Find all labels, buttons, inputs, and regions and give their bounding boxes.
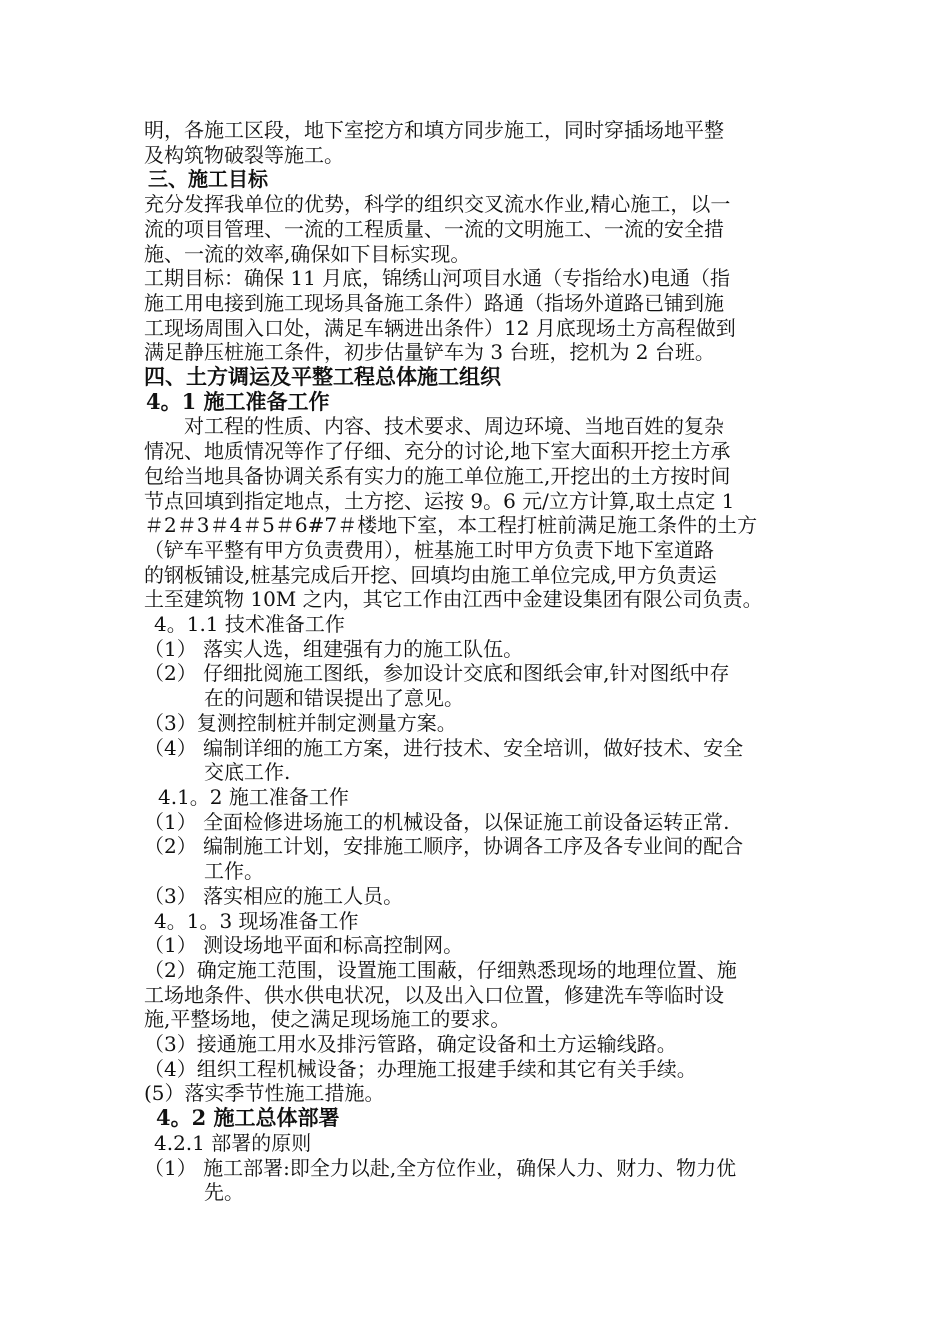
- list-item-continuation: 工作。: [204, 859, 264, 884]
- subsection-4-2-1-list: [144, 1156, 809, 1205]
- intro-paragraph: [144, 118, 809, 167]
- list-item-continuation: 先。: [204, 1180, 244, 1205]
- section-3-paragraph-1: [144, 192, 809, 266]
- list-item: （3）复测控制桩并制定测量方案。: [144, 710, 457, 735]
- list-item: （4） 编制详细的施工方案，进行技术、安全培训，做好技术、安全: [144, 735, 744, 760]
- subsection-4-2-1-heading: 4.2.1 部署的原则: [154, 1130, 312, 1155]
- list-item: （2） 编制施工计划，安排施工顺序，协调各工序及各专业间的配合: [144, 834, 744, 859]
- text-line: 施、一流的效率,确保如下目标实现。: [144, 241, 471, 266]
- subsection-4-1-heading: 4。1 施工准备工作: [146, 388, 330, 414]
- text-line: 及构筑物破裂等施工。: [144, 142, 344, 167]
- subsection-4-1-2-list: [144, 810, 809, 909]
- text-line: 充分发挥我单位的优势，科学的组织交叉流水作业,精心施工，以一: [144, 192, 731, 217]
- text-line: （铲车平整有甲方负责费用），桩基施工时甲方负责下地下室道路: [144, 537, 714, 562]
- text-line: 包给当地具备协调关系有实力的施工单位施工,开挖出的土方按时间: [144, 463, 731, 488]
- list-item: （3）接通施工用水及排污管路，确定设备和土方运输线路。: [144, 1032, 677, 1057]
- text-line: 工期目标：确保 11 月底，锦绣山河项目水通（专指给水)电通（指: [144, 266, 730, 291]
- text-line: 土至建筑物 10M 之内，其它工作由江西中金建设集团有限公司负责。: [144, 587, 763, 612]
- list-item-continuation: 在的问题和错误提出了意见。: [204, 686, 464, 711]
- list-item: （1） 落实人选，组建强有力的施工队伍。: [144, 636, 524, 661]
- subsection-4-1-3-heading: 4。1。3 现场准备工作: [154, 908, 359, 933]
- list-item-continuation: 交底工作.: [204, 760, 291, 785]
- list-item: （2）确定施工范围，设置施工围蔽，仔细熟悉现场的地理位置、施: [144, 957, 737, 982]
- text-line: 明，各施工区段，地下室挖方和填方同步施工，同时穿插场地平整: [144, 118, 724, 142]
- subsection-4-2-heading: 4。2 施工总体部署: [156, 1105, 340, 1131]
- subsection-4-1-2-heading: 4.1。2 施工准备工作: [158, 784, 349, 809]
- text-line: 情况、地质情况等作了仔细、充分的讨论,地下室大面积开挖土方承: [144, 439, 731, 464]
- subsection-4-1-paragraph: [144, 414, 809, 612]
- text-line: 的钢板铺设,桩基完成后开挖、回填均由施工单位完成,甲方负责运: [144, 562, 717, 587]
- section-3-paragraph-2: [144, 266, 809, 365]
- subsection-4-1-1-heading: 4。1.1 技术准备工作: [154, 612, 345, 637]
- subsection-4-1-3-list: [144, 933, 809, 1106]
- text-line: 满足静压桩施工条件，初步估量铲车为 3 台班，挖机为 2 台班。: [144, 340, 715, 365]
- text-line: ＃2＃3＃4＃5＃6#7＃楼地下室，本工程打桩前满足施工条件的土方: [144, 513, 758, 538]
- list-item: （1） 全面检修进场施工的机械设备，以保证施工前设备运转正常.: [144, 809, 730, 834]
- list-item-continuation: 施,平整场地，使之满足现场施工的要求。: [144, 1007, 511, 1032]
- list-item: （2） 仔细批阅施工图纸，参加设计交底和图纸会审,针对图纸中存: [144, 661, 730, 686]
- subsection-4-1-1-list: [144, 637, 809, 785]
- text-line: 节点回填到指定地点，土方挖、运按 9。6 元/立方计算,取土点定 1: [144, 488, 735, 513]
- text-line: 工现场周围入口处，满足车辆进出条件）12 月底现场土方高程做到: [144, 315, 736, 340]
- text-line: 流的项目管理、一流的工程质量、一流的文明施工、一流的安全措: [144, 216, 724, 241]
- text-line: 施工用电接到施工现场具备施工条件）路通（指场外道路已铺到施: [144, 290, 724, 315]
- list-item: （1） 测设场地平面和标高控制网。: [144, 933, 464, 958]
- text-line: 对工程的性质、内容、技术要求、周边环境、当地百姓的复杂: [184, 414, 724, 439]
- list-item: (5）落实季节性施工措施。: [144, 1081, 385, 1106]
- document-page: [144, 118, 809, 1205]
- section-4-heading: 四、土方调运及平整工程总体施工组织: [144, 364, 501, 390]
- list-item-continuation: 工场地条件、供水供电状况，以及出入口位置，修建洗车等临时设: [144, 982, 724, 1007]
- list-item: （3） 落实相应的施工人员。: [144, 883, 404, 908]
- section-3-heading: 三、施工目标: [148, 167, 268, 192]
- list-item: （1） 施工部署:即全力以赴,全方位作业，确保人力、财力、物力优: [144, 1155, 737, 1180]
- list-item: （4）组织工程机械设备；办理施工报建手续和其它有关手续。: [144, 1056, 697, 1081]
